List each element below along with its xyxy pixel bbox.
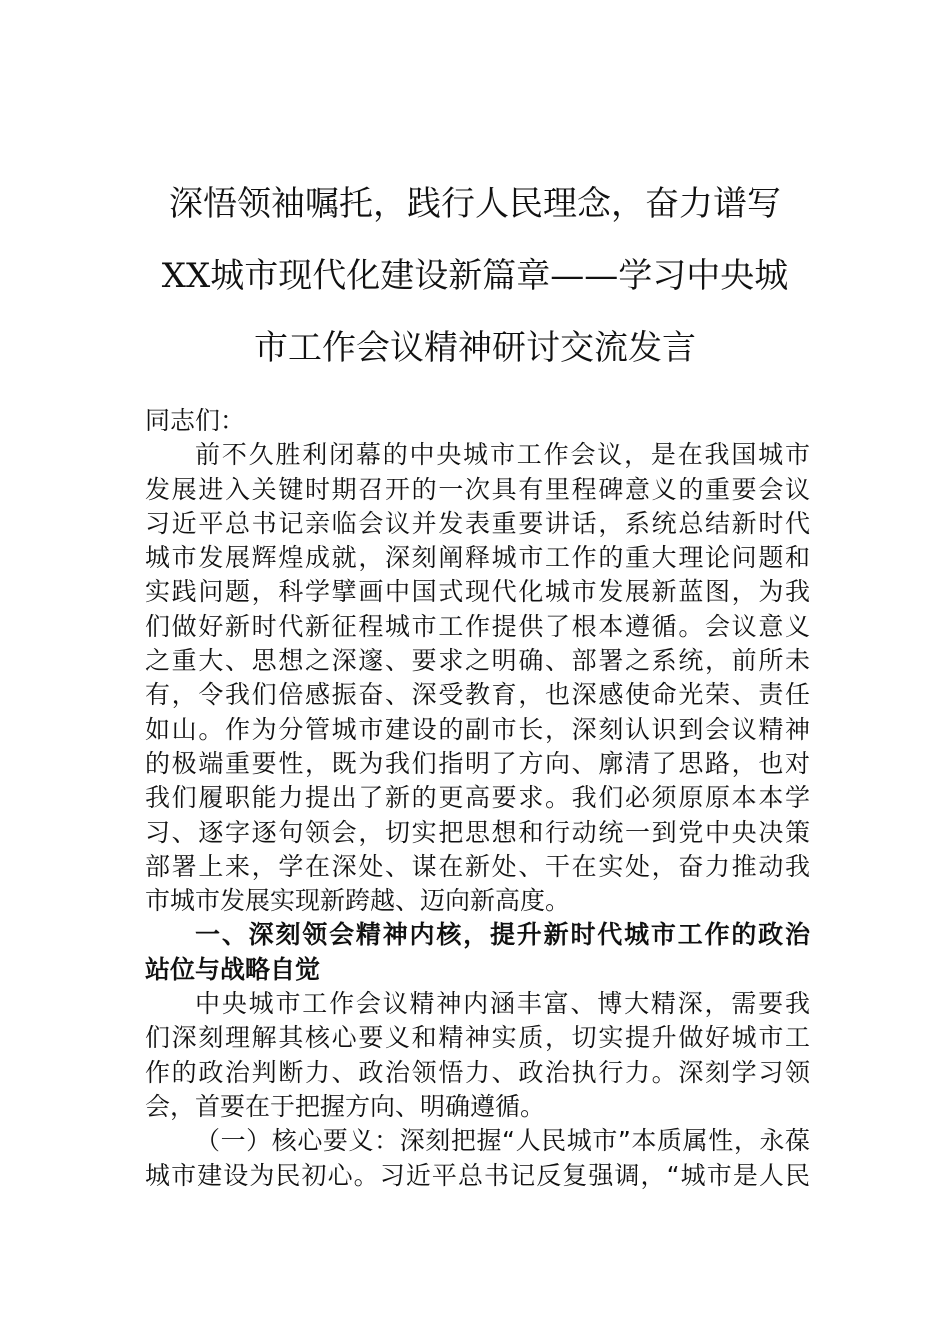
title-line: 市工作会议精神研讨交流发言 [254,328,696,368]
paragraph-line: （一）核心要义：深刻把握“人民城市”本质属性，永葆 [195,1126,810,1156]
title-line: XX城市现代化建设新篇章——学习中央城 [161,256,789,296]
paragraph-line: 作的政治判断力、政治领悟力、政治执行力。深刻学习领 [145,1057,810,1087]
paragraph-line: 习近平总书记亲临会议并发表重要讲话，系统总结新时代 [145,508,810,538]
paragraph-line: 如山。作为分管城市建设的副市长，深刻认识到会议精神 [145,714,810,744]
paragraph-line: 会，首要在于把握方向、明确遵循。 [145,1091,546,1121]
paragraph-line: 有，令我们倍感振奋、深受教育，也深感使命光荣、责任 [145,680,810,710]
heading-line: 站位与战略自觉 [145,954,321,984]
paragraph-line: 前不久胜利闭幕的中央城市工作会议，是在我国城市 [195,440,810,470]
paragraph-line: 城市发展辉煌成就，深刻阐释城市工作的重大理论问题和 [145,543,810,573]
document-title [140,168,810,384]
paragraph-line: 们做好新时代新征程城市工作提供了根本遵循。会议意义 [145,611,810,641]
section-heading-1 [145,918,810,987]
paragraph-subsection-1 [145,1124,810,1193]
document-body [145,404,810,1193]
paragraph-line: 们深刻理解其核心要义和精神实质，切实提升做好城市工 [145,1023,810,1053]
paragraph-line: 实践问题，科学擘画中国式现代化城市发展新蓝图，为我 [145,577,810,607]
paragraph-line: 部署上来，学在深处、谋在新处、干在实处，奋力推动我 [145,851,810,881]
paragraph-line: 中央城市工作会议精神内涵丰富、博大精深，需要我 [195,989,810,1019]
paragraph-line: 之重大、思想之深邃、要求之明确、部署之系统，前所未 [145,646,810,676]
paragraph-line: 市城市发展实现新跨越、迈向新高度。 [145,886,571,916]
paragraph-line: 发展进入关键时期召开的一次具有里程碑意义的重要会议 [145,474,810,504]
paragraph-line: 城市建设为民初心。习近平总书记反复强调，“城市是人民 [145,1160,810,1190]
title-line: 深悟领袖嘱托，践行人民理念，奋力谱写 [169,184,781,224]
paragraph-line: 习、逐字逐句领会，切实把思想和行动统一到党中央决策 [145,817,810,847]
paragraph-line: 我们履职能力提出了新的更高要求。我们必须原原本本学 [145,783,810,813]
paragraph-intro [145,438,810,918]
paragraph-line: 的极端重要性，既为我们指明了方向、廓清了思路，也对 [145,748,810,778]
salutation: 同志们： [145,406,246,435]
heading-line: 一、深刻领会精神内核，提升新时代城市工作的政治 [195,920,810,950]
paragraph-section-1 [145,987,810,1124]
